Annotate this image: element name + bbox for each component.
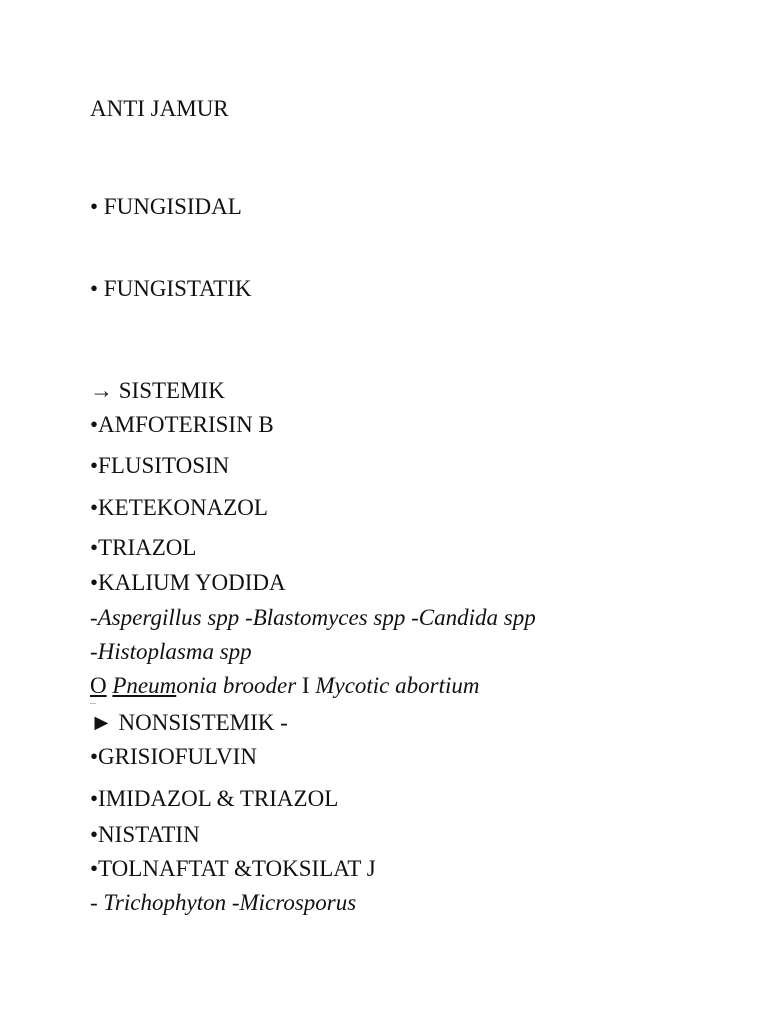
- nonsistemik-organisms: - Trichophyton -Microsporus: [90, 890, 357, 915]
- drug-nistatin: •NISTATIN: [90, 822, 200, 847]
- category-fungistatik: • FUNGISTATIK: [90, 276, 252, 301]
- drug-flusitosin: •FLUSITOSIN: [90, 453, 230, 478]
- drug-amfoterisin: •AMFOTERISIN B: [90, 412, 274, 437]
- nonsistemik-heading: ► NONSISTEMIK -: [90, 710, 288, 735]
- drug-kalium-yodida: •KALIUM YODIDA: [90, 570, 286, 595]
- drug-triazol: •TRIAZOL: [90, 535, 197, 560]
- separator-text: I: [296, 673, 316, 698]
- mycotic-text: Mycotic abortium: [315, 673, 480, 698]
- document-title: ANTI JAMUR: [90, 96, 229, 121]
- sistemik-organisms-line2: -Histoplasma spp: [90, 639, 252, 664]
- drug-grisiofulvin: •GRISIOFULVIN: [90, 744, 257, 769]
- drug-ketekonazol: •KETEKONAZOL: [90, 495, 268, 520]
- sistemik-disease-line: [90, 674, 479, 697]
- stray-mark: [90, 703, 96, 704]
- sistemik-organisms-line1: -Aspergillus spp -Blastomyces spp -Candida spp: [90, 605, 536, 630]
- sistemik-heading: → SISTEMIK: [90, 378, 225, 403]
- category-fungisidal: • FUNGISIDAL: [90, 194, 242, 219]
- o-mark: O: [90, 673, 107, 698]
- drug-imidazol-triazol: •IMIDAZOL & TRIAZOL: [90, 786, 339, 811]
- onia-brooder-text: onia brooder: [176, 673, 297, 698]
- drug-tolnaftat-toksilat: •TOLNAFTAT &TOKSILAT J: [90, 856, 376, 881]
- pneum-text: Pneum: [112, 673, 177, 698]
